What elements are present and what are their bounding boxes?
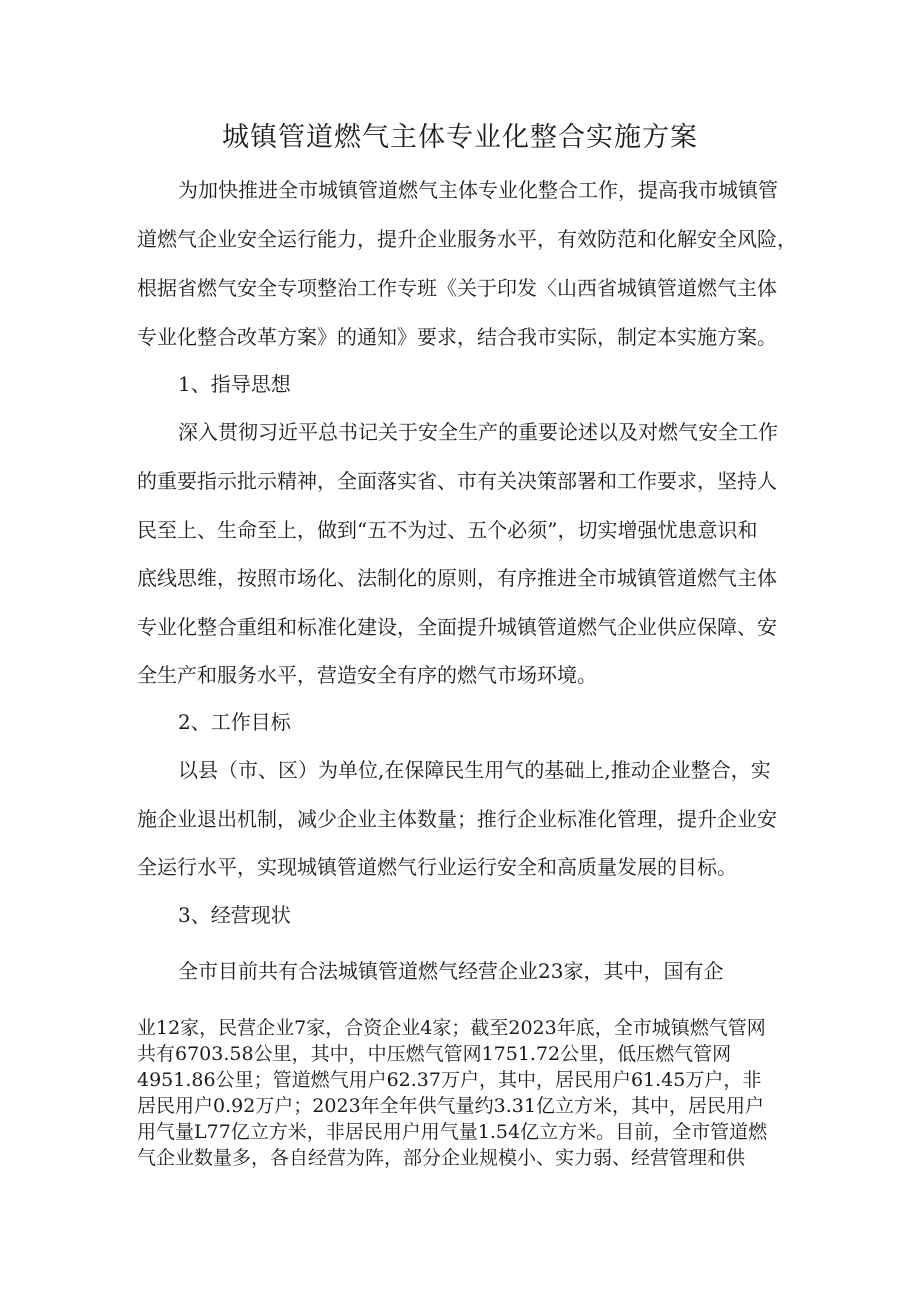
- paragraph-line: 全市目前共有合法城镇管道燃气经营企业23家，其中，国有企: [178, 959, 724, 983]
- paragraph-line: 共有6703.58公里，其中，中压燃气管网1751.72公里，低压燃气管网: [137, 1043, 732, 1065]
- paragraph-line: 居民用户0.92万户；2023年全年供气量约3.31亿立方米，其中，居民用户: [137, 1095, 764, 1117]
- paragraph-line: 以县（市、区）为单位,在保障民生用气的基础上,推动企业整合，实: [178, 758, 771, 782]
- paragraph-line: 专业化整合改革方案》的通知》要求，结合我市实际，制定本实施方案。: [137, 325, 777, 349]
- paragraph-line: 底线思维，按照市场化、法制化的原则，有序推进全市城镇管道燃气主体: [137, 566, 777, 590]
- document-title: 城镇管道燃气主体专业化整合实施方案: [222, 122, 698, 153]
- section-heading: 2、工作目标: [178, 710, 291, 734]
- paragraph-line: 施企业退出机制，减少企业主体数量；推行企业标准化管理，提升企业安: [137, 807, 777, 831]
- paragraph-line: 全生产和服务水平，营造安全有序的燃气市场环境。: [137, 663, 597, 687]
- paragraph-line: 业12家，民营企业7家，合资企业4家；截至2023年底，全市城镇燃气管网: [137, 1017, 766, 1039]
- paragraph-line: 气企业数量多，各自经营为阵，部分企业规模小、实力弱、经营管理和供: [137, 1147, 746, 1169]
- paragraph-line: 为加快推进全市城镇管道燃气主体专业化整合工作，提高我市城镇管: [178, 178, 778, 202]
- paragraph-line: 深入贯彻习近平总书记关于安全生产的重要论述以及对燃气安全工作: [178, 420, 778, 444]
- paragraph-line: 用气量L77亿立方米，非居民用户用气量1.54亿立方米。目前，全市管道燃: [137, 1121, 768, 1143]
- section-heading: 3、经营现状: [178, 903, 291, 927]
- paragraph-line: 专业化整合重组和标准化建设，全面提升城镇管道燃气企业供应保障、安: [137, 615, 777, 639]
- paragraph-line: 根据省燃气安全专项整治工作专班《关于印发〈山西省城镇管道燃气主体: [137, 276, 777, 300]
- paragraph-line: 民至上、生命至上，做到“五不为过、五个必须”，切实增强忧患意识和: [137, 518, 758, 542]
- paragraph-line: 的重要指示批示精神，全面落实省、市有关决策部署和工作要求，坚持人: [137, 469, 777, 493]
- paragraph-line: 全运行水平，实现城镇管道燃气行业运行安全和高质量发展的目标。: [137, 855, 737, 879]
- paragraph-line: 4951.86公里；管道燃气用户62.37万户，其中，居民用户61.45万户，非: [137, 1069, 762, 1091]
- section-heading: 1、指导思想: [178, 372, 291, 396]
- paragraph-line: 道燃气企业安全运行能力，提升企业服务水平，有效防范和化解安全风险，: [137, 227, 797, 251]
